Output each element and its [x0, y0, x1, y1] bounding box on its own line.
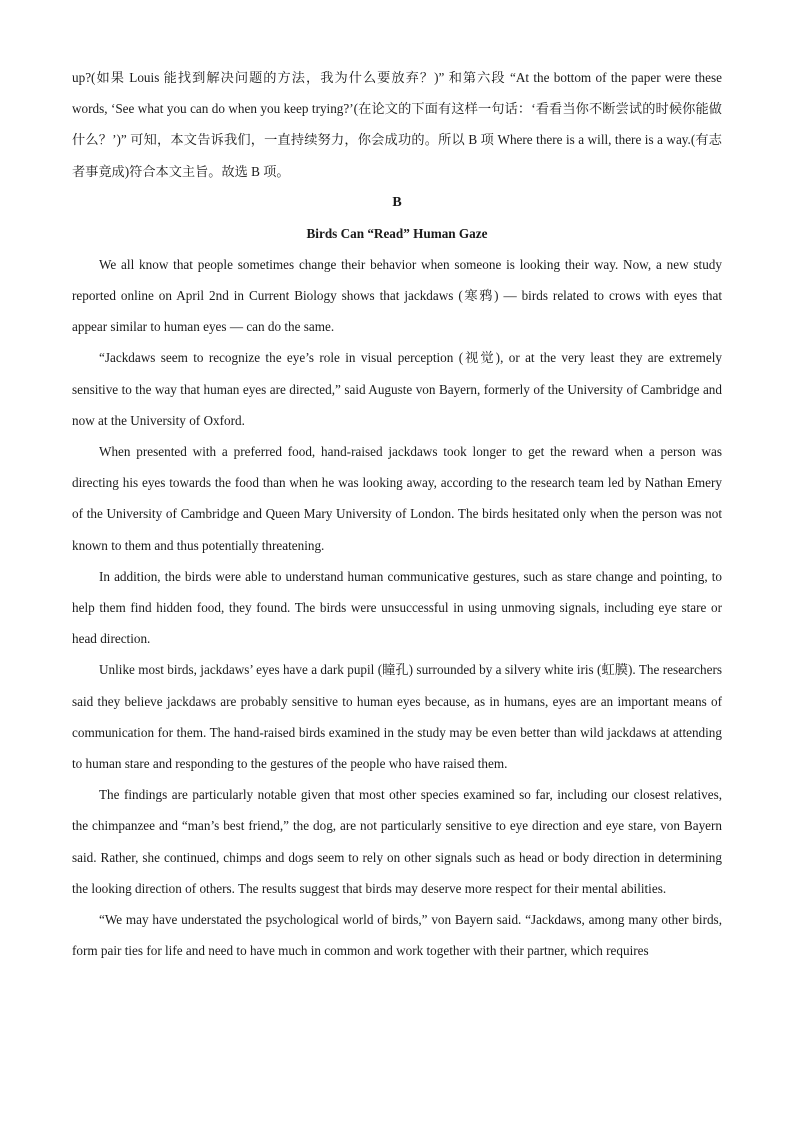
article-paragraph: In addition, the birds were able to understand human communicative gestures, such as stare change and pointing, to help them find hidden food, they found. The birds were unsuccessful in using unmoving signals, including eye stare or head direction. — [72, 568, 722, 647]
article-paragraph: We all know that people sometimes change their behavior when someone is looking their way. Now, a new study reported online on April 2nd in Current Biology shows that jackdaws (寒鸦) — birds related to crows with eyes that appear similar to human eyes — can do the same. — [72, 256, 722, 335]
article-paragraph: “We may have understated the psychological world of birds,” von Bayern said. “Jackdaws, among many other birds, form pair ties for life and need to have much in common and work together with their partner, which requires — [72, 912, 722, 959]
section-letter: B — [392, 194, 402, 210]
document-page — [72, 62, 722, 966]
article-paragraph: “Jackdaws seem to recognize the eye’s role in visual perception (视觉), or at the very least they are extremely sensitive to the way that human eyes are directed,” said Auguste von Bayern, formerly of the University of Cambridge and now at the University of Oxford. — [72, 350, 722, 428]
intro-paragraph: up?(如果 Louis 能找到解决问题的方法，我为什么要放弃？)” 和第六段 “At the bottom of the paper were these words, ‘See what you can do when you keep trying?’(在论文的下面有这样一句话：‘看看当你不断尝试的时候你能做什么？’)” 可知，本文告诉我们，一直持续努力，你会成功的。所以 B 项 Where there is a will, there is a way.(有志者事竟成)符合本文主旨。故选 B 项。 — [72, 70, 722, 179]
article-paragraph: The findings are particularly notable given that most other species examined so far, including our closest relatives, the chimpanzee and “man’s best friend,” the dog, are not particularly sensitive to eye direction and eye stare, von Bayern said. Rather, she continued, chimps and dogs seem to rely on other signals such as head or body direction in determining the looking direction of others. The results suggest that birds may deserve more respect for their mental abilities. — [72, 787, 722, 896]
article-paragraph: Unlike most birds, jackdaws’ eyes have a dark pupil (瞳孔) surrounded by a silvery white iris (虹膜). The researchers said they believe jackdaws are probably sensitive to human eyes because, as in humans, eyes are an important means of communication for them. The hand-raised birds examined in the study may be even better than wild jackdaws at attending to human stare and responding to the gestures of the people who have raised them. — [72, 662, 722, 772]
article-paragraph: When presented with a preferred food, hand-raised jackdaws took longer to get the reward when a person was directing his eyes towards the food than when he was looking away, according to the research team led by Nathan Emery of the University of Cambridge and Queen Mary University of London. The birds hesitated only when the person was not known to them and thus potentially threatening. — [72, 444, 722, 553]
article-title: Birds Can “Read” Human Gaze — [306, 225, 488, 241]
